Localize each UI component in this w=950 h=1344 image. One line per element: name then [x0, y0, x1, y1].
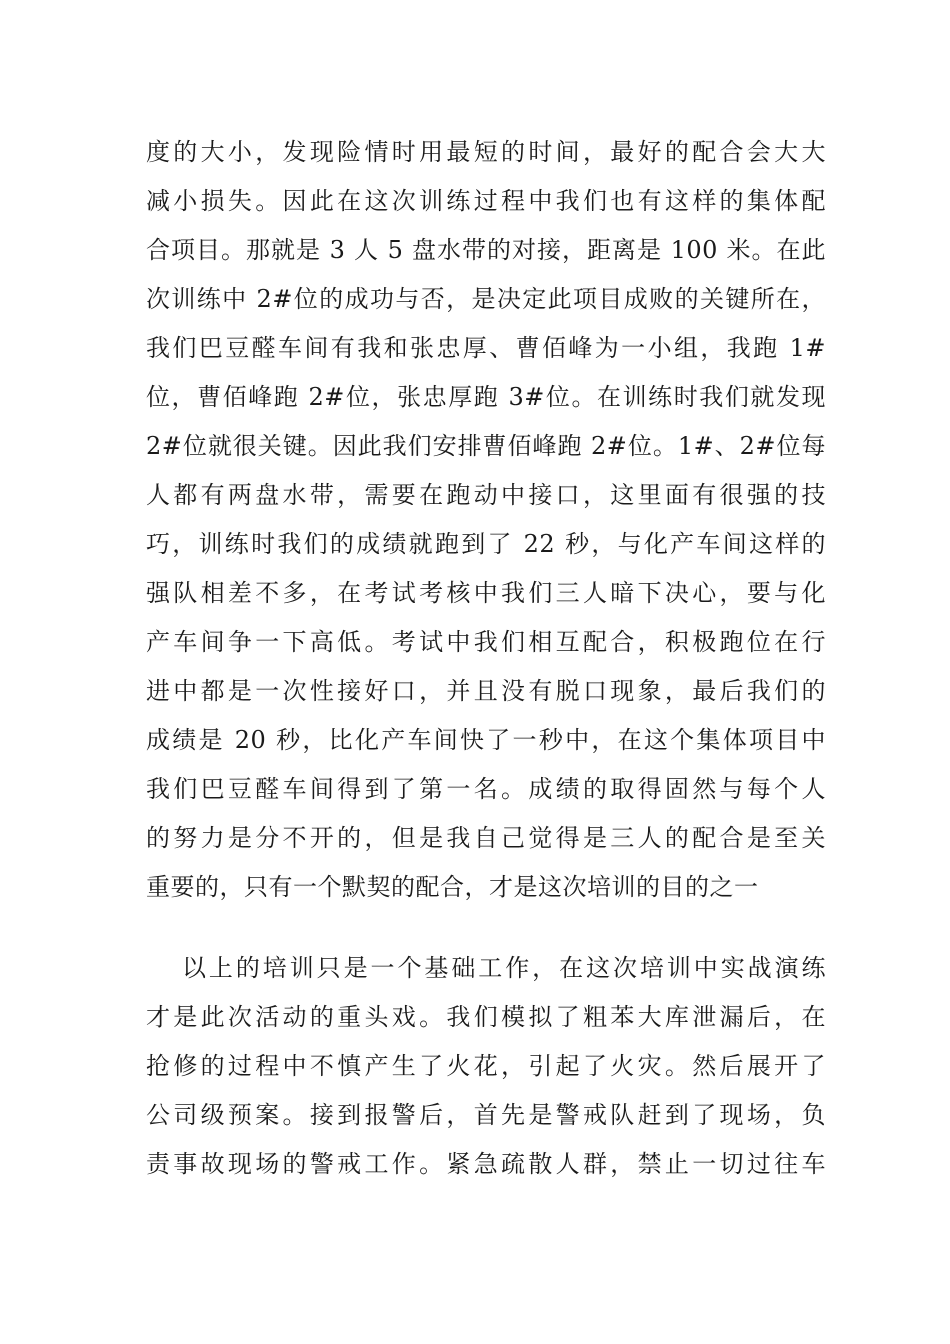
text-line: 才是此次活动的重头戏。我们模拟了粗苯大库泄漏后，在 — [146, 1003, 826, 1031]
text-line: 人都有两盘水带，需要在跑动中接口，这里面有很强的技 — [146, 481, 826, 509]
text-line: 成绩是 20 秒，比化产车间快了一秒中，在这个集体项目中 — [146, 726, 826, 754]
text-line: 巧，训练时我们的成绩就跑到了 22 秒，与化产车间这样的 — [146, 530, 826, 558]
text-line: 的努力是分不开的，但是我自己觉得是三人的配合是至关 — [146, 824, 826, 852]
text-line: 合项目。那就是 3 人 5 盘水带的对接，距离是 100 米。在此 — [146, 236, 826, 264]
paragraph-live-exercise — [146, 944, 826, 1189]
text-line: 我们巴豆醛车间有我和张忠厚、曹佰峰为一小组，我跑 1# — [146, 334, 826, 362]
paragraph-team-drill — [146, 128, 826, 912]
text-line: 重要的，只有一个默契的配合，才是这次培训的目的之一 — [146, 873, 759, 901]
text-line: 责事故现场的警戒工作。紧急疏散人群，禁止一切过往车 — [146, 1150, 826, 1178]
text-line: 以上的培训只是一个基础工作，在这次培训中实战演练 — [182, 954, 826, 982]
text-line: 度的大小，发现险情时用最短的时间，最好的配合会大大 — [146, 138, 826, 166]
text-line: 2#位就很关键。因此我们安排曹佰峰跑 2#位。1#、2#位每 — [146, 432, 826, 460]
text-line: 我们巴豆醛车间得到了第一名。成绩的取得固然与每个人 — [146, 775, 826, 803]
text-line: 抢修的过程中不慎产生了火花，引起了火灾。然后展开了 — [146, 1052, 826, 1080]
text-line: 产车间争一下高低。考试中我们相互配合，积极跑位在行 — [146, 628, 826, 656]
text-line: 强队相差不多，在考试考核中我们三人暗下决心，要与化 — [146, 579, 826, 607]
text-line: 进中都是一次性接好口，并且没有脱口现象，最后我们的 — [146, 677, 826, 705]
text-line: 次训练中 2#位的成功与否，是决定此项目成败的关键所在， — [146, 285, 826, 313]
text-line: 公司级预案。接到报警后，首先是警戒队赶到了现场，负 — [146, 1101, 826, 1129]
text-line: 位，曹佰峰跑 2#位，张忠厚跑 3#位。在训练时我们就发现 — [146, 383, 826, 411]
text-line: 减小损失。因此在这次训练过程中我们也有这样的集体配 — [146, 187, 826, 215]
